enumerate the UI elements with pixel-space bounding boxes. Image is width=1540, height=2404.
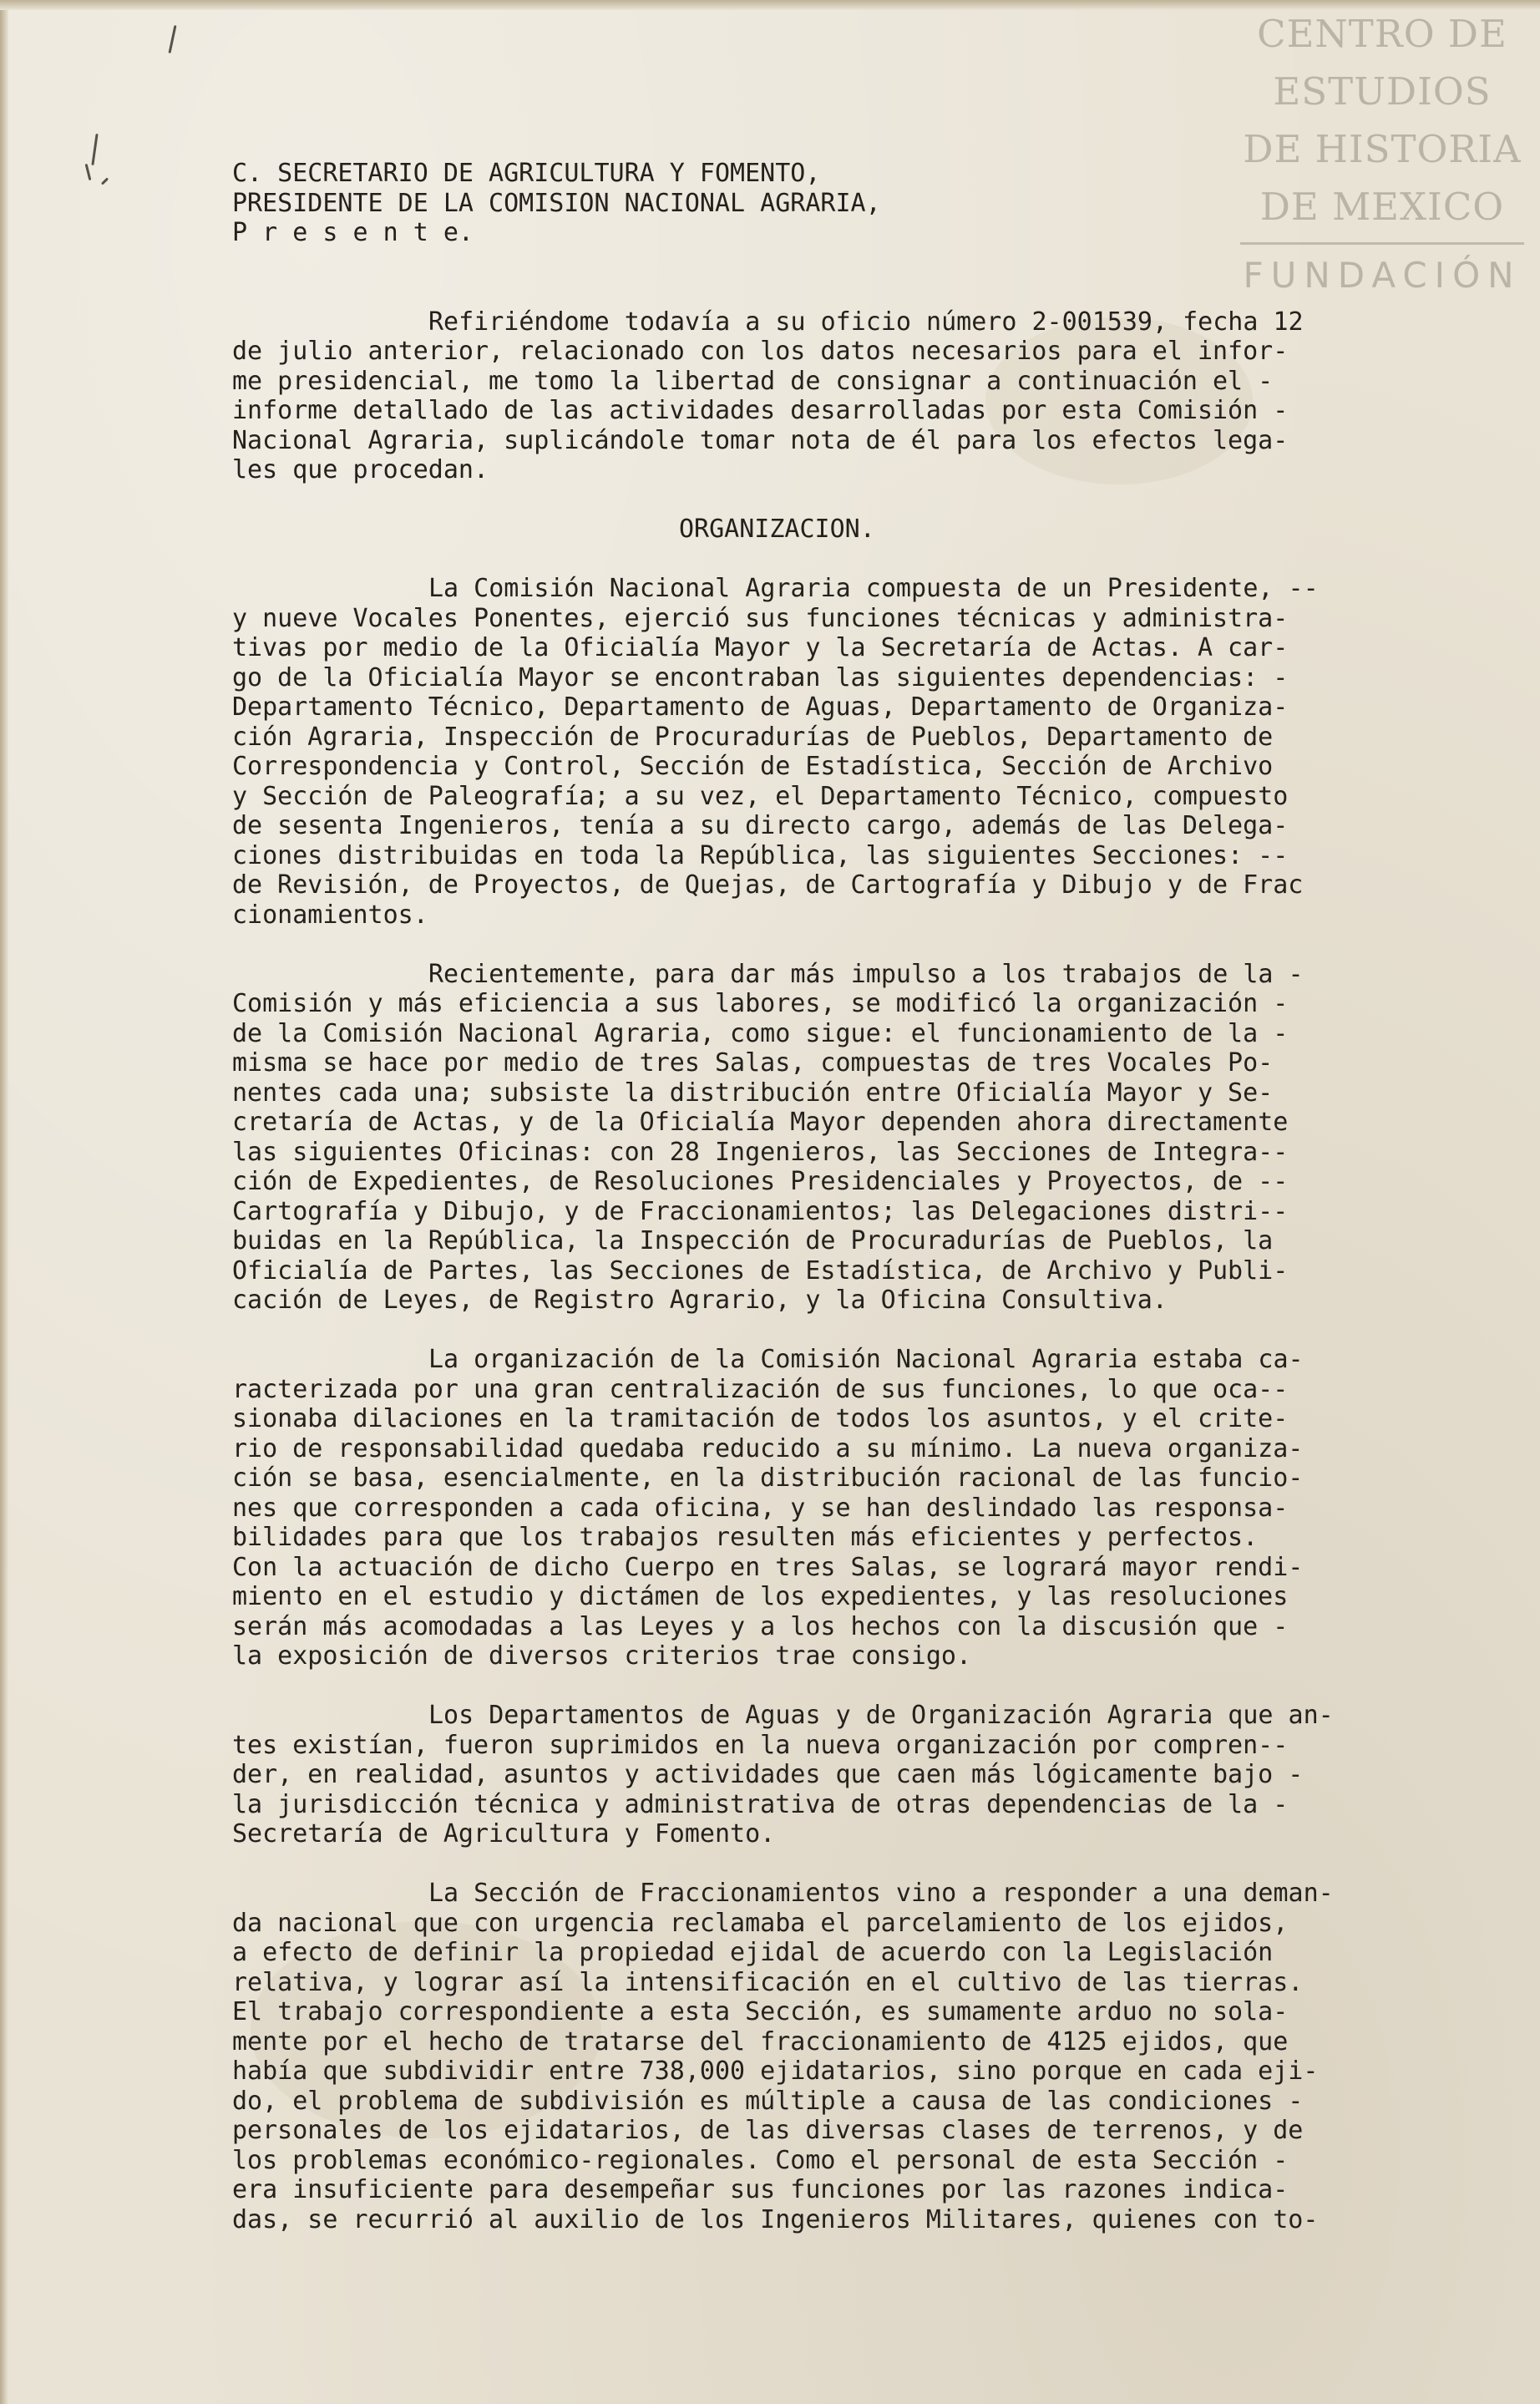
- paragraph-line: La Sección de Fraccionamientos vino a responder a una deman-: [428, 1879, 1334, 1908]
- body-paragraph-4: [232, 1701, 1492, 1849]
- watermark-line: DE MEXICO: [1259, 185, 1505, 229]
- watermark-foundation: FUNDACIÓN: [1243, 255, 1522, 296]
- paragraph-line: Cartografía y Dibujo, y de Fraccionamientos; las Delegaciones distri--: [232, 1196, 1289, 1226]
- body-paragraph-3: [232, 1345, 1492, 1671]
- paragraph-line: Los Departamentos de Aguas y de Organización Agraria que an-: [428, 1701, 1334, 1730]
- paragraph-line: había que subdividir entre 738,000 ejidatarios, sino porque en cada eji-: [232, 2057, 1319, 2086]
- paragraph-line: la jurisdicción técnica y administrativa de otras dependencias de la -: [232, 1789, 1289, 1819]
- section-heading: ORGANIZACION.: [679, 515, 875, 544]
- paragraph-line: los problemas económico-regionales. Como el personal de esta Sección -: [232, 2145, 1289, 2175]
- paragraph-line: La Comisión Nacional Agraria compuesta de un Presidente, --: [428, 574, 1319, 603]
- margin-pen-mark: [85, 164, 92, 180]
- paragraph-line: misma se hace por medio de tres Salas, compuestas de tres Vocales Po-: [232, 1048, 1274, 1078]
- paragraph-line: Refiriéndome todavía a su oficio número 2-001539, fecha 12: [428, 307, 1304, 337]
- address-line: P r e s e n t e.: [232, 218, 474, 247]
- paragraph-line: Comisión y más eficiencia a sus labores, se modificó la organización -: [232, 989, 1289, 1018]
- paragraph-line: ción de Expedientes, de Resoluciones Presidenciales y Proyectos, de --: [232, 1167, 1289, 1196]
- paragraph-line: la exposición de diversos criterios trae consigo.: [232, 1641, 972, 1671]
- paragraph-line: rio de responsabilidad quedaba reducido a su mínimo. La nueva organiza-: [232, 1433, 1304, 1463]
- body-paragraph-1: [232, 574, 1492, 930]
- paragraph-line: a efecto de definir la propiedad ejidal de acuerdo con la Legislación: [232, 1938, 1274, 1967]
- paragraph-line: das, se recurrió al auxilio de los Ingenieros Militares, quienes con to-: [232, 2204, 1319, 2234]
- paragraph-line: El trabajo correspondiente a esta Sección, es sumamente arduo no sola-: [232, 1997, 1289, 2026]
- paragraph-line: da nacional que con urgencia reclamaba el parcelamiento de los ejidos,: [232, 1908, 1289, 1938]
- letter-body: [232, 159, 1492, 2234]
- paragraph-line: y Sección de Paleografía; a su vez, el Departamento Técnico, compuesto: [232, 781, 1289, 811]
- page-edge-left: [0, 0, 8, 2404]
- paragraph-line: Con la actuación de dicho Cuerpo en tres Salas, se logrará mayor rendi-: [232, 1552, 1304, 1582]
- paragraph-line: de la Comisión Nacional Agraria, como sigue: el funcionamiento de la -: [232, 1018, 1289, 1048]
- paragraph-line: ción Agraria, Inspección de Procuradurías de Pueblos, Departamento de: [232, 722, 1274, 752]
- intro-paragraph: [232, 307, 1492, 485]
- watermark-line: CENTRO DE: [1257, 12, 1507, 56]
- address-line: PRESIDENTE DE LA COMISION NACIONAL AGRARIA,: [232, 188, 881, 218]
- paragraph-line: mente por el hecho de tratarse del fraccionamiento de 4125 ejidos, que: [232, 2026, 1289, 2057]
- paragraph-line: buidas en la República, la Inspección de Procuradurías de Pueblos, la: [232, 1226, 1274, 1255]
- paragraph-line: miento en el estudio y dictámen de los expedientes, y las resoluciones: [232, 1582, 1289, 1611]
- paragraph-line: de julio anterior, relacionado con los datos necesarios para el infor-: [232, 337, 1289, 366]
- body-paragraph-2: [232, 960, 1492, 1316]
- paragraph-line: de sesenta Ingenieros, tenía a su directo cargo, además de las Delega-: [232, 811, 1289, 840]
- paragraph-line: tes existían, fueron suprimidos en la nueva organización por compren--: [232, 1730, 1289, 1760]
- margin-pen-mark: [91, 134, 98, 165]
- paragraph-line: ciones distribuidas en toda la República, las siguientes Secciones: --: [232, 840, 1289, 870]
- body-paragraph-5: [232, 1879, 1492, 2234]
- paragraph-line: tivas por medio de la Oficialía Mayor y la Secretaría de Actas. A car-: [232, 633, 1289, 662]
- paragraph-line: Correspondencia y Control, Sección de Estadística, Sección de Archivo: [232, 752, 1274, 781]
- paragraph-line: cionamientos.: [232, 900, 428, 930]
- paragraph-line: Nacional Agraria, suplicándole tomar nota de él para los efectos lega-: [232, 425, 1289, 455]
- paragraph-line: Secretaría de Agricultura y Fomento.: [232, 1819, 776, 1849]
- paragraph-line: Oficialía de Partes, las Secciones de Estadística, de Archivo y Publi-: [232, 1255, 1289, 1286]
- paragraph-line: sionaba dilaciones en la tramitación de todos los asuntos, y el crite-: [232, 1404, 1289, 1433]
- paragraph-line: Departamento Técnico, Departamento de Aguas, Departamento de Organiza-: [232, 692, 1289, 722]
- paragraph-line: y nueve Vocales Ponentes, ejerció sus funciones técnicas y administra-: [232, 603, 1289, 633]
- watermark-line: ESTUDIOS: [1273, 69, 1492, 114]
- address-line: C. SECRETARIO DE AGRICULTURA Y FOMENTO,: [232, 159, 821, 188]
- paragraph-line: las siguientes Oficinas: con 28 Ingenieros, las Secciones de Integra--: [232, 1137, 1289, 1167]
- paragraph-line: La organización de la Comisión Nacional Agraria estaba ca-: [428, 1345, 1304, 1374]
- paragraph-line: nentes cada una; subsiste la distribución entre Oficialía Mayor y Se-: [232, 1078, 1274, 1108]
- paragraph-line: informe detallado de las actividades desarrolladas por esta Comisión -: [232, 396, 1289, 425]
- paragraph-line: serán más acomodadas a las Leyes y a los hechos con la discusión que -: [232, 1611, 1289, 1641]
- paragraph-line: relativa, y lograr así la intensificación en el cultivo de las tierras.: [232, 1967, 1304, 1997]
- margin-pen-mark: [101, 177, 109, 185]
- paragraph-line: Recientemente, para dar más impulso a los trabajos de la -: [428, 959, 1304, 989]
- watermark-line: DE HISTORIA: [1243, 127, 1522, 171]
- address-block: [232, 159, 1492, 248]
- paragraph-line: cación de Leyes, de Registro Agrario, y la Oficina Consultiva.: [232, 1286, 1168, 1315]
- paragraph-line: racterizada por una gran centralización de sus funciones, lo que oca--: [232, 1374, 1289, 1404]
- paragraph-line: era insuficiente para desempeñar sus funciones por las razones indica-: [232, 2175, 1289, 2204]
- paragraph-line: de Revisión, de Proyectos, de Quejas, de Cartografía y Dibujo y de Frac: [232, 870, 1304, 900]
- paragraph-line: ción se basa, esencialmente, en la distribución racional de las funcio-: [232, 1463, 1304, 1493]
- paragraph-line: go de la Oficialía Mayor se encontraban las siguientes dependencias: -: [232, 662, 1289, 692]
- paragraph-line: bilidades para que los trabajos resulten más eficientes y perfectos.: [232, 1523, 1259, 1552]
- paragraph-line: me presidencial, me tomo la libertad de consignar a continuación el -: [232, 366, 1274, 396]
- paragraph-line: do, el problema de subdivisión es múltiple a causa de las condiciones -: [232, 2086, 1304, 2116]
- paragraph-line: der, en realidad, asuntos y actividades que caen más lógicamente bajo -: [232, 1760, 1304, 1789]
- paragraph-line: cretaría de Actas, y de la Oficialía Mayor dependen ahora directamente: [232, 1108, 1289, 1137]
- paragraph-line: nes que corresponden a cada oficina, y se han deslindado las responsa-: [232, 1493, 1289, 1523]
- margin-pen-mark: [168, 25, 176, 53]
- paragraph-line: personales de los ejidatarios, de las diversas clases de terrenos, y de: [232, 2116, 1304, 2145]
- paragraph-line: les que procedan.: [232, 455, 489, 484]
